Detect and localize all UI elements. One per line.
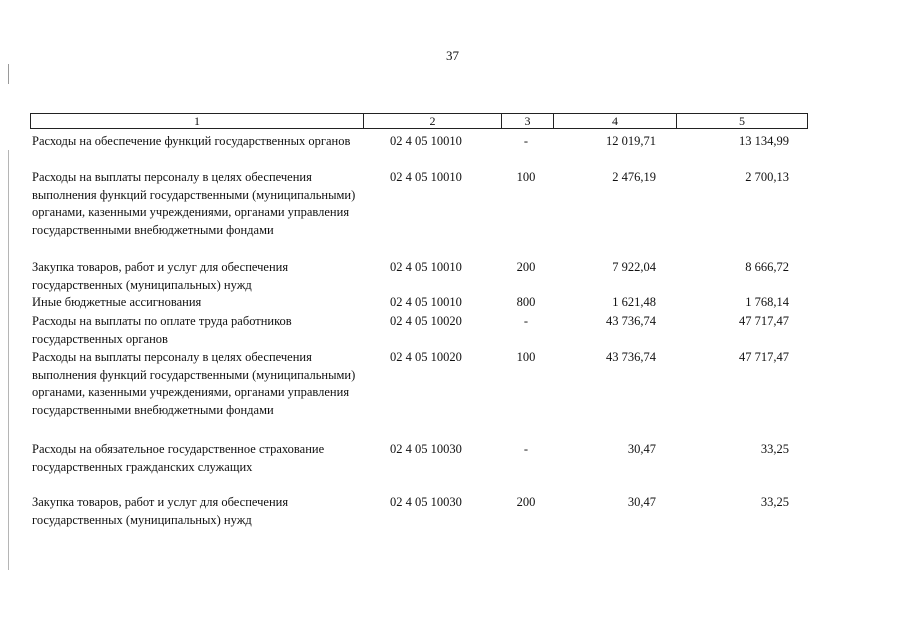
- amount-column-4: 30,47: [627, 495, 656, 509]
- expense-name: Расходы на обязательное государственное страхование государственных гражданских служащих: [32, 442, 325, 474]
- amount-column-4: 12 019,71: [606, 134, 656, 148]
- amount-column-5: 47 717,47: [739, 314, 789, 328]
- amount-column-4: 43 736,74: [606, 350, 656, 364]
- amount-column-5: 33,25: [760, 495, 789, 509]
- column-header-3: 3: [502, 114, 554, 128]
- amount-column-5: 13 134,99: [739, 134, 789, 148]
- column-header-4: 4: [554, 114, 677, 128]
- page-number: 37: [446, 48, 459, 63]
- budget-code: 02 4 05 10010: [390, 170, 462, 184]
- amount-column-5: 2 700,13: [745, 170, 789, 184]
- column-header-5: 5: [739, 114, 745, 128]
- amount-column-5: 8 666,72: [745, 260, 789, 274]
- table-header-row: [30, 113, 808, 129]
- amount-column-4: 43 736,74: [606, 314, 656, 328]
- expense-name: Закупка товаров, работ и услуг для обеспечения государственных (муниципальных) нужд: [32, 495, 289, 527]
- budget-code: 02 4 05 10020: [390, 350, 462, 364]
- amount-column-4: 7 922,04: [612, 260, 656, 274]
- expense-type: 100: [516, 350, 536, 364]
- expense-name: Расходы на выплаты персоналу в целях обеспечения выполнения функций государственными (муниципальными) органами, казенными учреждениями, органами управления государственными внебюджетными фондами: [32, 170, 356, 237]
- scan-margin-line: [8, 64, 9, 84]
- scan-margin-line: [8, 150, 9, 570]
- expense-type: -: [523, 134, 529, 148]
- column-header-2: 2: [364, 114, 502, 128]
- expense-type: 100: [516, 170, 536, 184]
- budget-code: 02 4 05 10030: [390, 442, 462, 456]
- column-header-1: 1: [31, 114, 364, 128]
- expense-name: Закупка товаров, работ и услуг для обеспечения государственных (муниципальных) нужд: [32, 260, 289, 292]
- budget-code: 02 4 05 10010: [390, 295, 462, 309]
- expense-name: Расходы на выплаты персоналу в целях обеспечения выполнения функций государственными (муниципальными) органами, казенными учреждениями, органами управления государственными внебюджетными фондами: [32, 350, 356, 417]
- expense-type: 800: [516, 295, 536, 309]
- expense-type: 200: [516, 495, 536, 509]
- expense-type: -: [523, 314, 529, 328]
- budget-code: 02 4 05 10020: [390, 314, 462, 328]
- expense-type: -: [523, 442, 529, 456]
- budget-code: 02 4 05 10010: [390, 134, 462, 148]
- expense-name: Расходы на выплаты по оплате труда работников государственных органов: [32, 314, 292, 346]
- expense-name: Иные бюджетные ассигнования: [32, 295, 202, 309]
- amount-column-5: 33,25: [760, 442, 789, 456]
- amount-column-5: 47 717,47: [739, 350, 789, 364]
- amount-column-4: 1 621,48: [612, 295, 656, 309]
- amount-column-5: 1 768,14: [745, 295, 789, 309]
- expense-type: 200: [516, 260, 536, 274]
- amount-column-4: 30,47: [627, 442, 656, 456]
- budget-code: 02 4 05 10030: [390, 495, 462, 509]
- amount-column-4: 2 476,19: [612, 170, 656, 184]
- budget-code: 02 4 05 10010: [390, 260, 462, 274]
- expense-name: Расходы на обеспечение функций государственных органов: [32, 134, 351, 148]
